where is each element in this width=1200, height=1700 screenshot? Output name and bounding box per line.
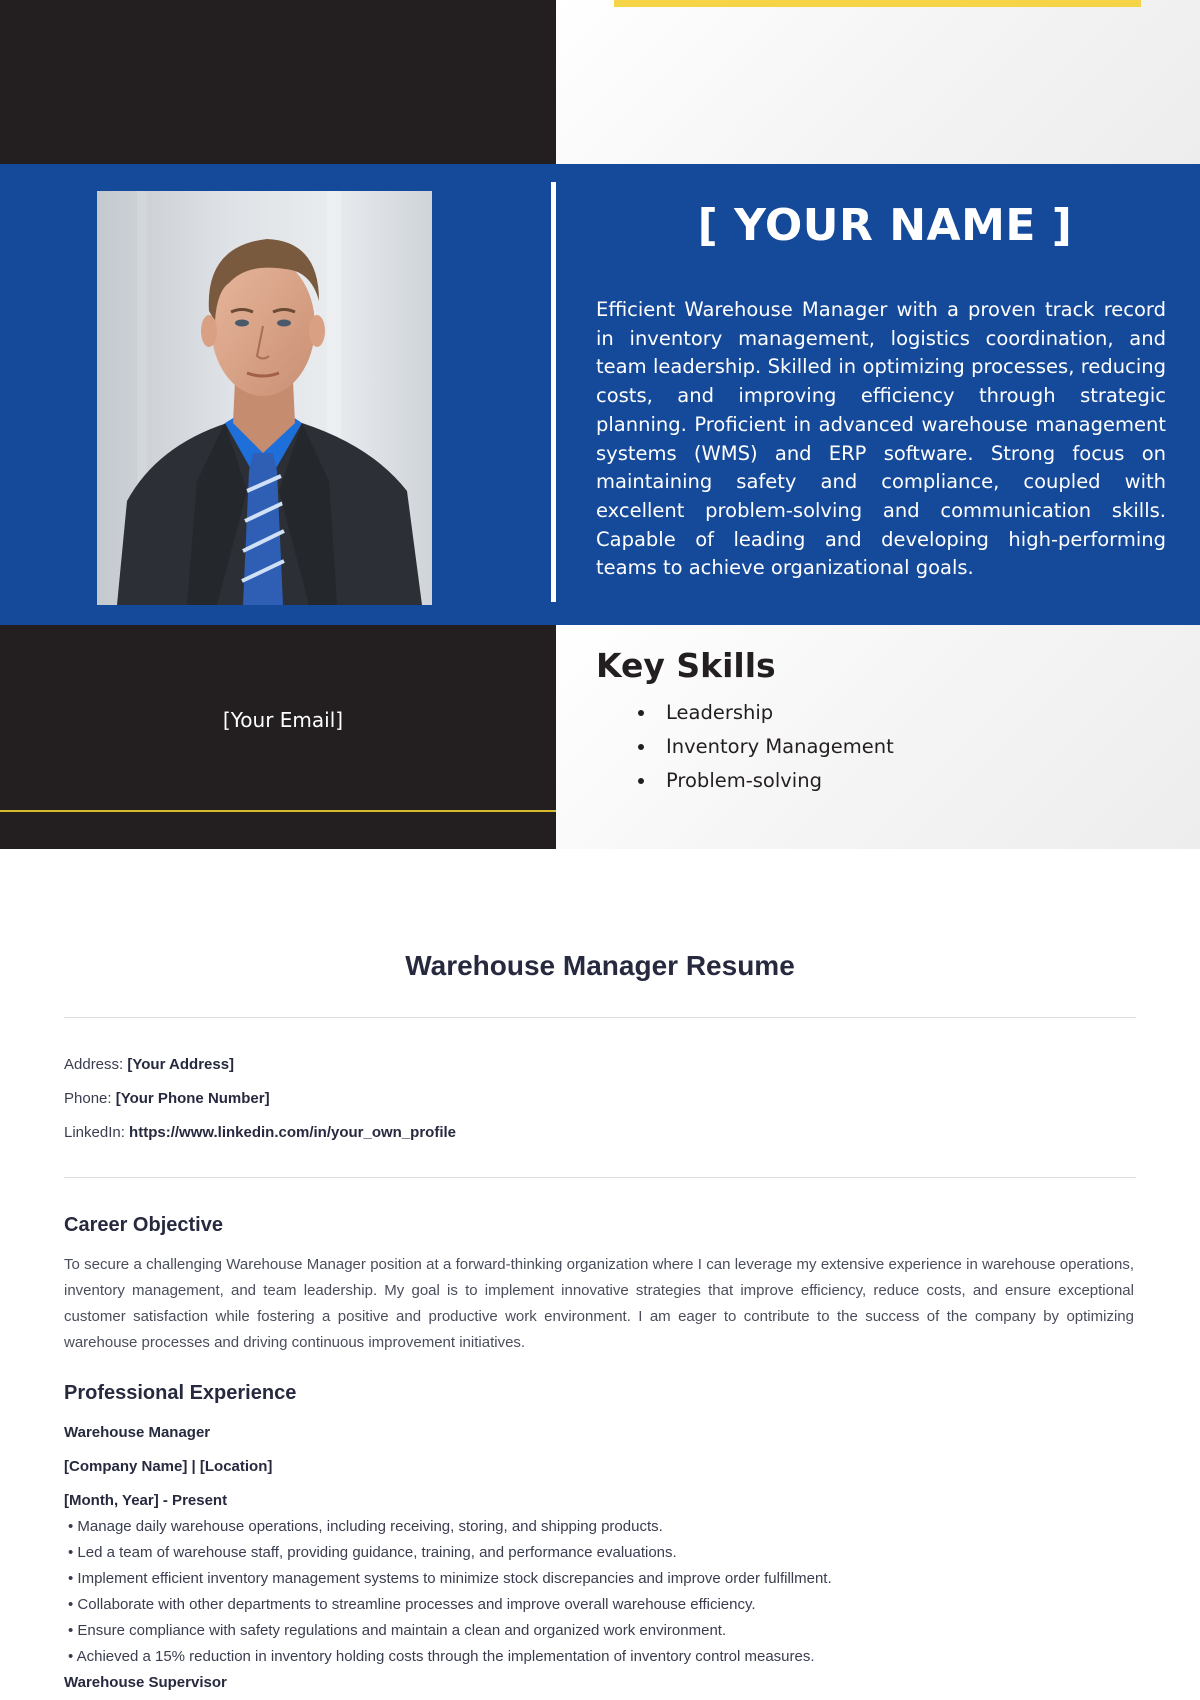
email-placeholder: [Your Email] xyxy=(222,708,344,732)
divider-mid xyxy=(64,1177,1136,1178)
key-skills-list xyxy=(636,698,894,800)
light-panel-top xyxy=(556,0,1200,164)
professional-experience-heading: Professional Experience xyxy=(64,1382,297,1404)
list-item: • Achieved a 15% reduction in inventory holding costs through the implementation of inventory control measures. xyxy=(68,1644,832,1670)
address-value: [Your Address] xyxy=(127,1056,235,1073)
career-objective-text: To secure a challenging Warehouse Manager position at a forward-thinking organization where I can leverage my extensive experience in warehouse operations, inventory management, and team leadership. My goal is to implement innovative strategies that improve efficiency, reduce costs, and ensure exceptional customer satisfaction while fostering a positive and productive work environment. I am eager to contribute to the success of the company by optimizing warehouse processes and driving continuous improvement initiatives. xyxy=(64,1256,1134,1351)
list-item: • Manage daily warehouse operations, including receiving, storing, and shipping products. xyxy=(68,1514,832,1540)
contact-linkedin xyxy=(64,1124,456,1141)
list-item: • Led a team of warehouse staff, providing guidance, training, and performance evaluations. xyxy=(68,1540,832,1566)
dark-panel-top xyxy=(0,0,556,164)
resume-banner xyxy=(0,0,1200,849)
document-title: Warehouse Manager Resume xyxy=(405,950,795,981)
skill-item: Inventory Management xyxy=(636,732,894,766)
job-role: Warehouse Manager xyxy=(64,1424,211,1441)
skill-item: Leadership xyxy=(636,698,894,732)
career-objective-heading: Career Objective xyxy=(64,1214,223,1236)
job-duties-list xyxy=(68,1514,832,1670)
skill-item: Problem-solving xyxy=(636,766,894,800)
candidate-name: [ YOUR NAME ] xyxy=(697,200,1073,251)
vertical-divider xyxy=(551,182,556,602)
contact-phone xyxy=(64,1090,270,1107)
list-item: • Implement efficient inventory management systems to minimize stock discrepancies and improve order fulfillment. xyxy=(68,1566,832,1592)
linkedin-value[interactable]: https://www.linkedin.com/in/your_own_profile xyxy=(129,1124,457,1141)
profile-summary: Efficient Warehouse Manager with a proven track record in inventory management, logistics coordination, and team leadership. Skilled in optimizing processes, reducing costs, and improving efficiency through strategic planning. Proficient in advanced warehouse management systems (WMS) and ERP software. Strong focus on maintaining safety and compliance, coupled with excellent problem-solving and communication skills. Capable of leading and developing high-performing teams to achieve organizational goals. xyxy=(596,298,1166,580)
yellow-accent-bar xyxy=(614,0,1141,7)
address-label: Address: xyxy=(64,1056,128,1073)
job-role: Warehouse Supervisor xyxy=(64,1674,227,1691)
list-item: • Ensure compliance with safety regulations and maintain a clean and organized work environment. xyxy=(68,1618,832,1644)
job-company: [Company Name] | [Location] xyxy=(64,1458,273,1475)
phone-label: Phone: xyxy=(64,1090,116,1107)
job-dates: [Month, Year] - Present xyxy=(64,1492,228,1509)
divider-top xyxy=(64,1017,1136,1018)
yellow-accent-line xyxy=(0,810,556,812)
phone-value: [Your Phone Number] xyxy=(115,1090,270,1107)
key-skills-heading: Key Skills xyxy=(596,646,776,685)
linkedin-label: LinkedIn: xyxy=(64,1124,130,1141)
list-item: • Collaborate with other departments to streamline processes and improve overall warehouse efficiency. xyxy=(68,1592,832,1618)
contact-address xyxy=(64,1056,234,1073)
profile-photo xyxy=(97,191,432,605)
dark-panel-bottom xyxy=(0,625,556,849)
